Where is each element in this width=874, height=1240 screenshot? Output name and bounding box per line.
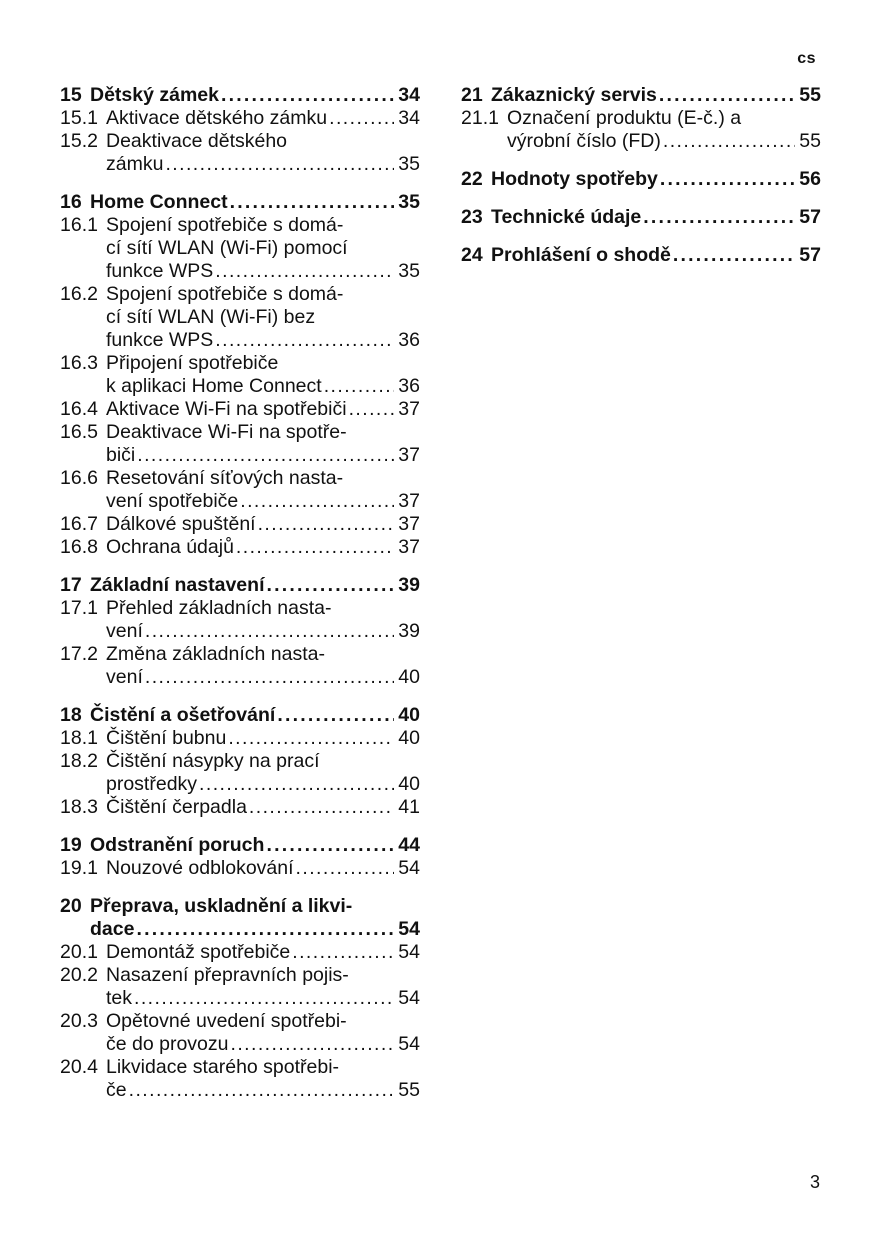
- entry-title-line: Deaktivace dětského: [106, 130, 288, 152]
- entry-title-line: Aktivace Wi-Fi na spotřebiči: [106, 398, 347, 420]
- entry-title-line: Čistění a ošetřování: [90, 704, 276, 726]
- dot-leader: [660, 168, 795, 191]
- toc-section: [60, 704, 420, 819]
- entry-title-line: funkce WPS: [106, 329, 214, 351]
- dot-leader: [258, 513, 395, 536]
- dot-leader: [134, 987, 394, 1010]
- entry-title-line: Čištění násypky na prací: [106, 750, 320, 772]
- toc-subsection[interactable]: [60, 536, 420, 559]
- page-reference: 35: [398, 153, 420, 175]
- chapter-number: 21: [461, 84, 483, 106]
- entry-title-line: Přehled základních nasta-: [106, 597, 332, 619]
- subsection-number: 16.3: [60, 352, 98, 374]
- entry-title-line: Nouzové odblokování: [106, 857, 294, 879]
- dot-leader: [221, 84, 394, 107]
- dot-leader: [659, 84, 795, 107]
- subsection-number: 16.7: [60, 513, 98, 535]
- dot-leader: [215, 260, 394, 283]
- subsection-number: 20.2: [60, 964, 98, 986]
- toc-chapter[interactable]: [60, 84, 420, 107]
- dot-leader: [199, 773, 394, 796]
- entry-title-line: Dálkové spuštění: [106, 513, 256, 535]
- entry-title-line: vení spotřebiče: [106, 490, 239, 512]
- entry-title-line: Prohlášení o shodě: [491, 244, 671, 266]
- toc-section: [60, 895, 420, 1102]
- subsection-number: 18.3: [60, 796, 98, 818]
- subsection-number: 17.2: [60, 643, 98, 665]
- toc-section: [461, 84, 821, 153]
- toc-subsection[interactable]: [60, 727, 420, 750]
- entry-title-line: Resetování síťových nasta-: [106, 467, 344, 489]
- toc-chapter[interactable]: [461, 206, 821, 229]
- subsection-number: 15.1: [60, 107, 98, 129]
- entry-title-line: Deaktivace Wi-Fi na spotře-: [106, 421, 347, 443]
- dot-leader: [136, 918, 394, 941]
- dot-leader: [165, 153, 394, 176]
- page-reference: 40: [398, 666, 420, 688]
- chapter-number: 18: [60, 704, 82, 726]
- entry-title-line: cí sítí WLAN (Wi-Fi) bez: [106, 306, 316, 328]
- page-reference: 37: [398, 444, 420, 466]
- toc-section: [461, 168, 821, 191]
- dot-leader: [663, 130, 795, 153]
- subsection-number: 16.5: [60, 421, 98, 443]
- page-reference: 57: [799, 206, 821, 228]
- entry-title-line: Aktivace dětského zámku: [106, 107, 328, 129]
- toc-subsection[interactable]: [60, 130, 420, 176]
- page-reference: 56: [799, 168, 821, 190]
- entry-title-line: vení: [106, 666, 143, 688]
- dot-leader: [249, 796, 394, 819]
- toc-chapter[interactable]: [60, 191, 420, 214]
- toc-chapter[interactable]: [60, 834, 420, 857]
- entry-title-line: Hodnoty spotřeby: [491, 168, 658, 190]
- chapter-number: 22: [461, 168, 483, 190]
- entry-title-line: če: [106, 1079, 127, 1101]
- entry-title-line: Ochrana údajů: [106, 536, 234, 558]
- subsection-number: 16.1: [60, 214, 98, 236]
- entry-title-line: Označení produktu (E-č.) a: [507, 107, 742, 129]
- entry-title-line: Technické údaje: [491, 206, 642, 228]
- page-reference: 55: [799, 84, 821, 106]
- entry-title-line: Odstranění poruch: [90, 834, 265, 856]
- page-reference: 34: [398, 84, 420, 106]
- entry-title-line: Čištění bubnu: [106, 727, 227, 749]
- subsection-number: 19.1: [60, 857, 98, 879]
- toc-subsection[interactable]: [60, 421, 420, 467]
- dot-leader: [240, 490, 394, 513]
- toc-subsection[interactable]: [60, 398, 420, 421]
- page-reference: 37: [398, 536, 420, 558]
- page-reference: 55: [398, 1079, 420, 1101]
- entry-title-line: prostředky: [106, 773, 198, 795]
- subsection-number: 15.2: [60, 130, 98, 152]
- page-reference: 37: [398, 490, 420, 512]
- page-reference: 40: [398, 727, 420, 749]
- dot-leader: [266, 574, 394, 597]
- page-reference: 55: [799, 130, 821, 152]
- toc-section: [60, 574, 420, 689]
- chapter-number: 20: [60, 895, 82, 917]
- toc-subsection[interactable]: [60, 214, 420, 283]
- page-reference: 36: [398, 375, 420, 397]
- toc-chapter[interactable]: [461, 168, 821, 191]
- subsection-number: 20.3: [60, 1010, 98, 1032]
- subsection-number: 20.1: [60, 941, 98, 963]
- page-reference: 44: [398, 834, 420, 856]
- toc-subsection[interactable]: [60, 964, 420, 1010]
- entry-title-line: Změna základních nasta-: [106, 643, 325, 665]
- toc-subsection[interactable]: [60, 796, 420, 819]
- page-reference: 54: [398, 987, 420, 1009]
- entry-title-line: Spojení spotřebiče s domá-: [106, 214, 344, 236]
- dot-leader: [266, 834, 394, 857]
- toc-chapter[interactable]: [60, 574, 420, 597]
- toc-right-column: [461, 84, 821, 282]
- dot-leader: [145, 666, 394, 689]
- entry-title-line: Opětovné uvedení spotřebi-: [106, 1010, 347, 1032]
- dot-leader: [324, 375, 395, 398]
- entry-title-line: cí sítí WLAN (Wi-Fi) pomocí: [106, 237, 348, 259]
- page-reference: 54: [398, 941, 420, 963]
- dot-leader: [228, 727, 394, 750]
- entry-title-line: če do provozu: [106, 1033, 229, 1055]
- toc-subsection[interactable]: [60, 857, 420, 880]
- toc-section: [461, 244, 821, 267]
- toc-subsection[interactable]: [60, 597, 420, 643]
- page-reference: 54: [398, 918, 420, 940]
- dot-leader: [230, 191, 395, 214]
- toc-subsection[interactable]: [60, 643, 420, 689]
- dot-leader: [129, 1079, 395, 1102]
- page-reference: 41: [398, 796, 420, 818]
- dot-leader: [643, 206, 795, 229]
- toc-subsection[interactable]: [60, 1010, 420, 1056]
- subsection-number: 16.6: [60, 467, 98, 489]
- page-reference: 57: [799, 244, 821, 266]
- dot-leader: [145, 620, 394, 643]
- page-reference: 40: [398, 773, 420, 795]
- toc-subsection[interactable]: [60, 352, 420, 398]
- toc-chapter[interactable]: [461, 244, 821, 267]
- chapter-number: 15: [60, 84, 82, 106]
- dot-leader: [277, 704, 394, 727]
- subsection-number: 18.1: [60, 727, 98, 749]
- entry-title-line: Dětský zámek: [90, 84, 219, 106]
- page-reference: 37: [398, 513, 420, 535]
- toc-chapter[interactable]: [461, 84, 821, 107]
- chapter-number: 24: [461, 244, 483, 266]
- language-code: cs: [797, 50, 816, 67]
- entry-title-line: výrobní číslo (FD): [507, 130, 661, 152]
- entry-title-line: Likvidace starého spotřebi-: [106, 1056, 340, 1078]
- entry-title-line: vení: [106, 620, 143, 642]
- dot-leader: [329, 107, 394, 130]
- entry-title-line: Demontáž spotřebiče: [106, 941, 291, 963]
- entry-title-line: Připojení spotřebiče: [106, 352, 279, 374]
- toc-subsection[interactable]: [60, 513, 420, 536]
- page-reference: 39: [398, 620, 420, 642]
- toc-subsection[interactable]: [60, 467, 420, 513]
- entry-title-line: tek: [106, 987, 133, 1009]
- toc-subsection[interactable]: [461, 107, 821, 153]
- entry-title-line: Zákaznický servis: [491, 84, 657, 106]
- entry-title-line: Home Connect: [90, 191, 228, 213]
- subsection-number: 21.1: [461, 107, 499, 129]
- entry-title-line: Přeprava, uskladnění a likvi-: [90, 895, 353, 917]
- entry-title-line: funkce WPS: [106, 260, 214, 282]
- entry-title-line: biči: [106, 444, 136, 466]
- chapter-number: 23: [461, 206, 483, 228]
- toc-subsection[interactable]: [60, 1056, 420, 1102]
- toc-subsection[interactable]: [60, 283, 420, 352]
- dot-leader: [215, 329, 394, 352]
- toc-chapter[interactable]: [60, 704, 420, 727]
- toc-section: [60, 84, 420, 176]
- subsection-number: 16.8: [60, 536, 98, 558]
- toc-section: [60, 191, 420, 559]
- dot-leader: [673, 244, 795, 267]
- entry-title-line: Základní nastavení: [90, 574, 265, 596]
- dot-leader: [236, 536, 394, 559]
- toc-chapter[interactable]: [60, 895, 420, 941]
- toc-subsection[interactable]: [60, 107, 420, 130]
- dot-leader: [349, 398, 395, 421]
- entry-title-line: Spojení spotřebiče s domá-: [106, 283, 344, 305]
- dot-leader: [231, 1033, 395, 1056]
- page-reference: 35: [398, 191, 420, 213]
- toc-left-column: [60, 84, 420, 1117]
- subsection-number: 16.2: [60, 283, 98, 305]
- page-reference: 39: [398, 574, 420, 596]
- page-reference: 54: [398, 857, 420, 879]
- subsection-number: 17.1: [60, 597, 98, 619]
- page-reference: 36: [398, 329, 420, 351]
- page-reference: 40: [398, 704, 420, 726]
- page-reference: 35: [398, 260, 420, 282]
- toc-subsection[interactable]: [60, 941, 420, 964]
- toc-section: [60, 834, 420, 880]
- chapter-number: 16: [60, 191, 82, 213]
- subsection-number: 18.2: [60, 750, 98, 772]
- dot-leader: [296, 857, 395, 880]
- dot-leader: [137, 444, 394, 467]
- entry-title-line: k aplikaci Home Connect: [106, 375, 322, 397]
- entry-title-line: zámku: [106, 153, 164, 175]
- entry-title-line: Čištění čerpadla: [106, 796, 247, 818]
- entry-title-line: dace: [90, 918, 135, 940]
- subsection-number: 20.4: [60, 1056, 98, 1078]
- dot-leader: [292, 941, 394, 964]
- chapter-number: 17: [60, 574, 82, 596]
- page-number: 3: [809, 1172, 820, 1192]
- chapter-number: 19: [60, 834, 82, 856]
- toc-subsection[interactable]: [60, 750, 420, 796]
- page-reference: 37: [398, 398, 420, 420]
- page-reference: 34: [398, 107, 420, 129]
- toc-section: [461, 206, 821, 229]
- page-reference: 54: [398, 1033, 420, 1055]
- subsection-number: 16.4: [60, 398, 98, 420]
- entry-title-line: Nasazení přepravních pojis-: [106, 964, 349, 986]
